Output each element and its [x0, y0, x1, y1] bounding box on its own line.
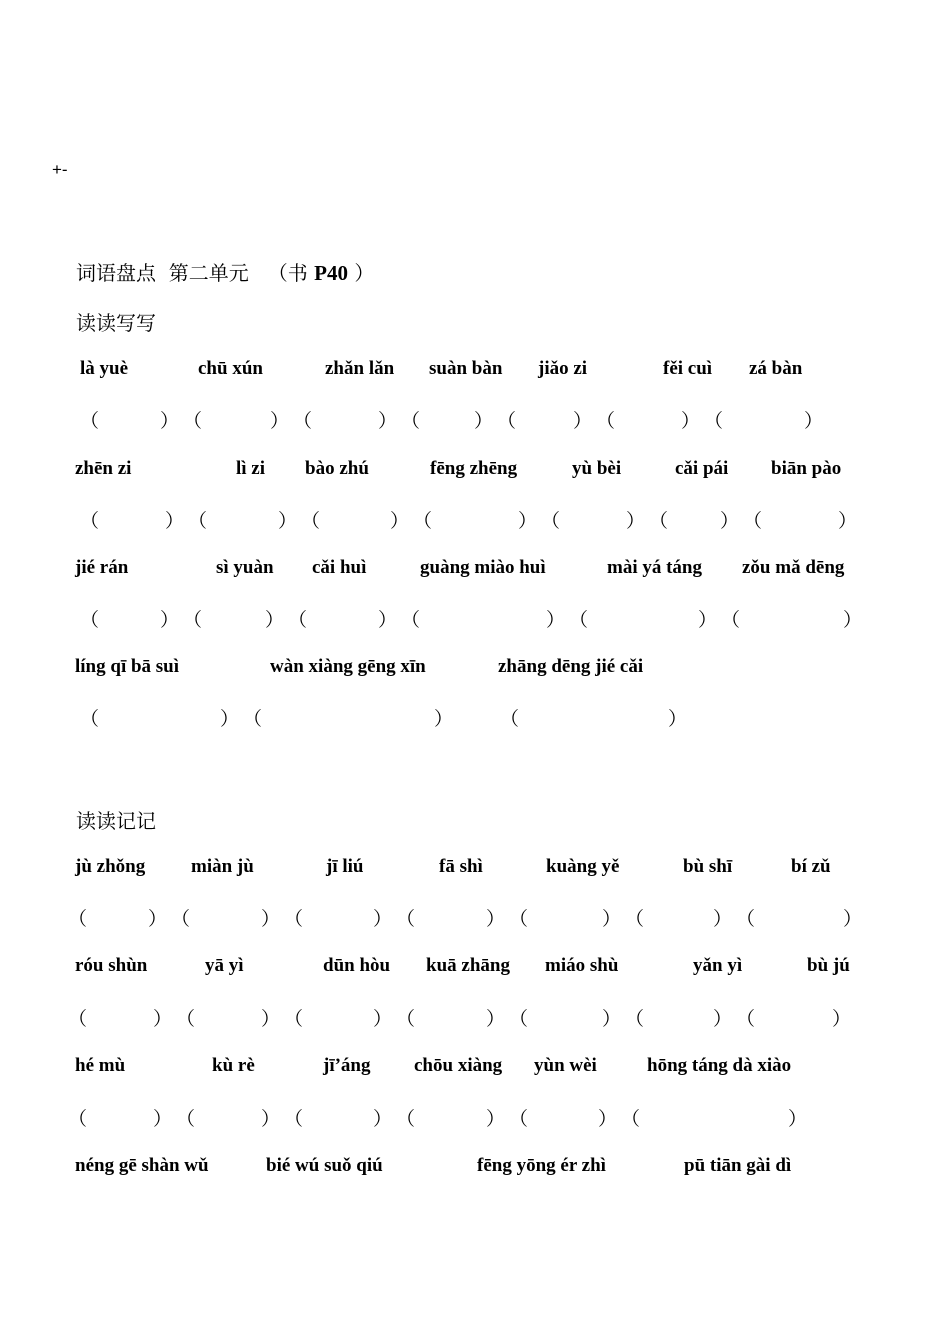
answer-blank-close: ） — [788, 1108, 808, 1130]
answer-blank-open: （ — [396, 1108, 416, 1130]
answer-blank-close: ） — [378, 410, 398, 432]
pinyin-word: kuā zhāng — [426, 955, 510, 976]
pinyin-word: fēng zhēng — [430, 458, 518, 479]
answer-blank-open: （ — [625, 908, 645, 930]
answer-blank-open: （ — [171, 908, 191, 930]
pinyin-word: kù rè — [212, 1055, 255, 1076]
pinyin-word: chū xún — [198, 358, 263, 379]
answer-blank-open: （ — [497, 410, 517, 432]
pinyin-word: cǎi huì — [312, 557, 367, 578]
answer-blank-open: （ — [625, 1008, 645, 1030]
answer-blank-open: （ — [68, 908, 88, 930]
answer-blank-open: （ — [80, 609, 100, 631]
answer-blank-close: ） — [546, 609, 566, 631]
pinyin-word: yā yì — [205, 955, 244, 976]
answer-blank-open: （ — [736, 1008, 756, 1030]
answer-blank-close: ） — [518, 510, 538, 532]
answer-blank-close: ） — [486, 908, 506, 930]
answer-blank-close: ） — [626, 510, 646, 532]
answer-blank-open: （ — [401, 410, 421, 432]
answer-blank-close: ） — [698, 609, 718, 631]
title-book-pre: （书 — [267, 261, 315, 285]
answer-blank-close: ） — [153, 1108, 173, 1130]
pinyin-word: là yuè — [80, 358, 129, 379]
pinyin-word: fā shì — [439, 856, 483, 877]
answer-blank-close: ） — [713, 1008, 733, 1030]
pinyin-word: fēng yōng ér zhì — [477, 1155, 606, 1176]
pinyin-word: zǒu mǎ dēng — [742, 557, 845, 578]
pinyin-word: jī’áng — [323, 1055, 371, 1076]
answer-blank-close: ） — [598, 1108, 618, 1130]
answer-blank-open: （ — [243, 708, 263, 730]
pinyin-word: wàn xiàng gēng xīn — [270, 656, 426, 677]
pinyin-word: bié wú suǒ qiú — [266, 1155, 383, 1176]
pinyin-word: sì yuàn — [216, 557, 274, 578]
answer-blank-close: ） — [486, 1008, 506, 1030]
answer-blank-close: ） — [486, 1108, 506, 1130]
pinyin-word: yùn wèi — [534, 1055, 597, 1076]
answer-blank-close: ） — [148, 908, 168, 930]
answer-blank-open: （ — [621, 1108, 641, 1130]
answer-blank-open: （ — [80, 410, 100, 432]
answer-blank-close: ） — [838, 510, 858, 532]
answer-blank-close: ） — [261, 1108, 281, 1130]
pinyin-word: hé mù — [75, 1055, 126, 1076]
answer-blank-open: （ — [596, 410, 616, 432]
pinyin-word: suàn bàn — [429, 358, 503, 379]
pinyin-word: zhēn zi — [75, 458, 132, 479]
pinyin-word: jiǎo zi — [538, 358, 588, 379]
answer-blank-open: （ — [541, 510, 561, 532]
pinyin-word: bào zhú — [305, 458, 369, 479]
answer-blank-close: ） — [373, 1108, 393, 1130]
answer-blank-close: ） — [843, 609, 863, 631]
answer-blank-open: （ — [293, 410, 313, 432]
answer-blank-open: （ — [183, 609, 203, 631]
answer-blank-close: ） — [373, 1008, 393, 1030]
answer-blank-open: （ — [301, 510, 321, 532]
pinyin-word: róu shùn — [75, 955, 148, 976]
answer-blank-close: ） — [390, 510, 410, 532]
pinyin-word: dūn hòu — [323, 955, 391, 976]
title-book-post: ） — [347, 261, 375, 285]
answer-blank-close: ） — [843, 908, 863, 930]
pinyin-word: bí zǔ — [791, 856, 831, 877]
answer-blank-close: ） — [832, 1008, 852, 1030]
answer-blank-open: （ — [509, 1008, 529, 1030]
answer-blank-open: （ — [396, 908, 416, 930]
pinyin-word: jù zhǒng — [75, 856, 146, 877]
pinyin-word: cǎi pái — [675, 458, 729, 479]
answer-blank-close: ） — [265, 609, 285, 631]
pinyin-word: mài yá táng — [607, 557, 702, 578]
answer-blank-open: （ — [721, 609, 741, 631]
pinyin-word: yǎn yì — [693, 955, 743, 976]
answer-blank-close: ） — [804, 410, 824, 432]
answer-blank-open: （ — [176, 1008, 196, 1030]
pinyin-word: miáo shù — [545, 955, 619, 976]
answer-blank-close: ） — [681, 410, 701, 432]
answer-blank-open: （ — [68, 1008, 88, 1030]
pinyin-word: bù shī — [683, 856, 733, 877]
answer-blank-close: ） — [713, 908, 733, 930]
answer-blank-open: （ — [284, 908, 304, 930]
answer-blank-close: ） — [220, 708, 240, 730]
answer-blank-open: （ — [80, 510, 100, 532]
answer-blank-close: ） — [668, 708, 688, 730]
answer-blank-open: （ — [68, 1108, 88, 1130]
answer-blank-close: ） — [160, 410, 180, 432]
pinyin-word: yù bèi — [572, 458, 622, 479]
answer-blank-close: ） — [378, 609, 398, 631]
answer-blank-open: （ — [288, 609, 308, 631]
answer-blank-close: ） — [474, 410, 494, 432]
pinyin-word: fěi cuì — [663, 358, 713, 379]
answer-blank-open: （ — [569, 609, 589, 631]
answer-blank-open: （ — [188, 510, 208, 532]
answer-blank-close: ） — [602, 1008, 622, 1030]
answer-blank-open: （ — [736, 908, 756, 930]
pinyin-word: zhǎn lǎn — [325, 358, 395, 379]
answer-blank-open: （ — [509, 908, 529, 930]
answer-blank-open: （ — [509, 1108, 529, 1130]
answer-blank-open: （ — [413, 510, 433, 532]
pinyin-word: guàng miào huì — [420, 557, 546, 578]
answer-blank-open: （ — [500, 708, 520, 730]
answer-blank-close: ） — [270, 410, 290, 432]
answer-blank-open: （ — [743, 510, 763, 532]
title-unit: 第二单元 — [168, 261, 249, 285]
pinyin-word: hōng táng dà xiào — [647, 1055, 792, 1076]
answer-blank-close: ） — [720, 510, 740, 532]
answer-blank-close: ） — [278, 510, 298, 532]
answer-blank-open: （ — [284, 1008, 304, 1030]
page-marker: +- — [52, 160, 68, 179]
pinyin-word: jié rán — [75, 557, 129, 578]
answer-blank-open: （ — [401, 609, 421, 631]
pinyin-word: líng qī bā suì — [75, 656, 180, 677]
answer-blank-open: （ — [704, 410, 724, 432]
title-book-page: P40 — [314, 261, 348, 285]
pinyin-word: miàn jù — [191, 856, 254, 877]
answer-blank-close: ） — [153, 1008, 173, 1030]
answer-blank-close: ） — [573, 410, 593, 432]
title-main: 词语盘点 — [76, 261, 156, 285]
page-title — [76, 257, 374, 286]
answer-blank-close: ） — [434, 708, 454, 730]
answer-blank-open: （ — [80, 708, 100, 730]
section-heading-read-write: 读读写写 — [76, 311, 156, 335]
answer-blank-open: （ — [284, 1108, 304, 1130]
answer-blank-close: ） — [261, 908, 281, 930]
pinyin-word: bù jú — [807, 955, 850, 976]
answer-blank-open: （ — [183, 410, 203, 432]
answer-blank-close: ） — [261, 1008, 281, 1030]
section-heading-read-remember: 读读记记 — [76, 809, 156, 833]
answer-blank-close: ） — [165, 510, 185, 532]
pinyin-word: zhāng dēng jié cǎi — [498, 656, 644, 677]
pinyin-word: chōu xiàng — [414, 1055, 503, 1076]
answer-blank-close: ） — [160, 609, 180, 631]
pinyin-word: lì zi — [236, 458, 266, 479]
pinyin-word: biān pào — [771, 458, 842, 479]
answer-blank-close: ） — [602, 908, 622, 930]
pinyin-word: jī liú — [326, 856, 364, 877]
answer-blank-close: ） — [373, 908, 393, 930]
answer-blank-open: （ — [176, 1108, 196, 1130]
pinyin-word: kuàng yě — [546, 856, 620, 877]
answer-blank-open: （ — [396, 1008, 416, 1030]
pinyin-word: pū tiān gài dì — [684, 1155, 792, 1176]
answer-blank-open: （ — [649, 510, 669, 532]
pinyin-word: néng gē shàn wǔ — [75, 1155, 209, 1176]
pinyin-word: zá bàn — [749, 358, 803, 379]
